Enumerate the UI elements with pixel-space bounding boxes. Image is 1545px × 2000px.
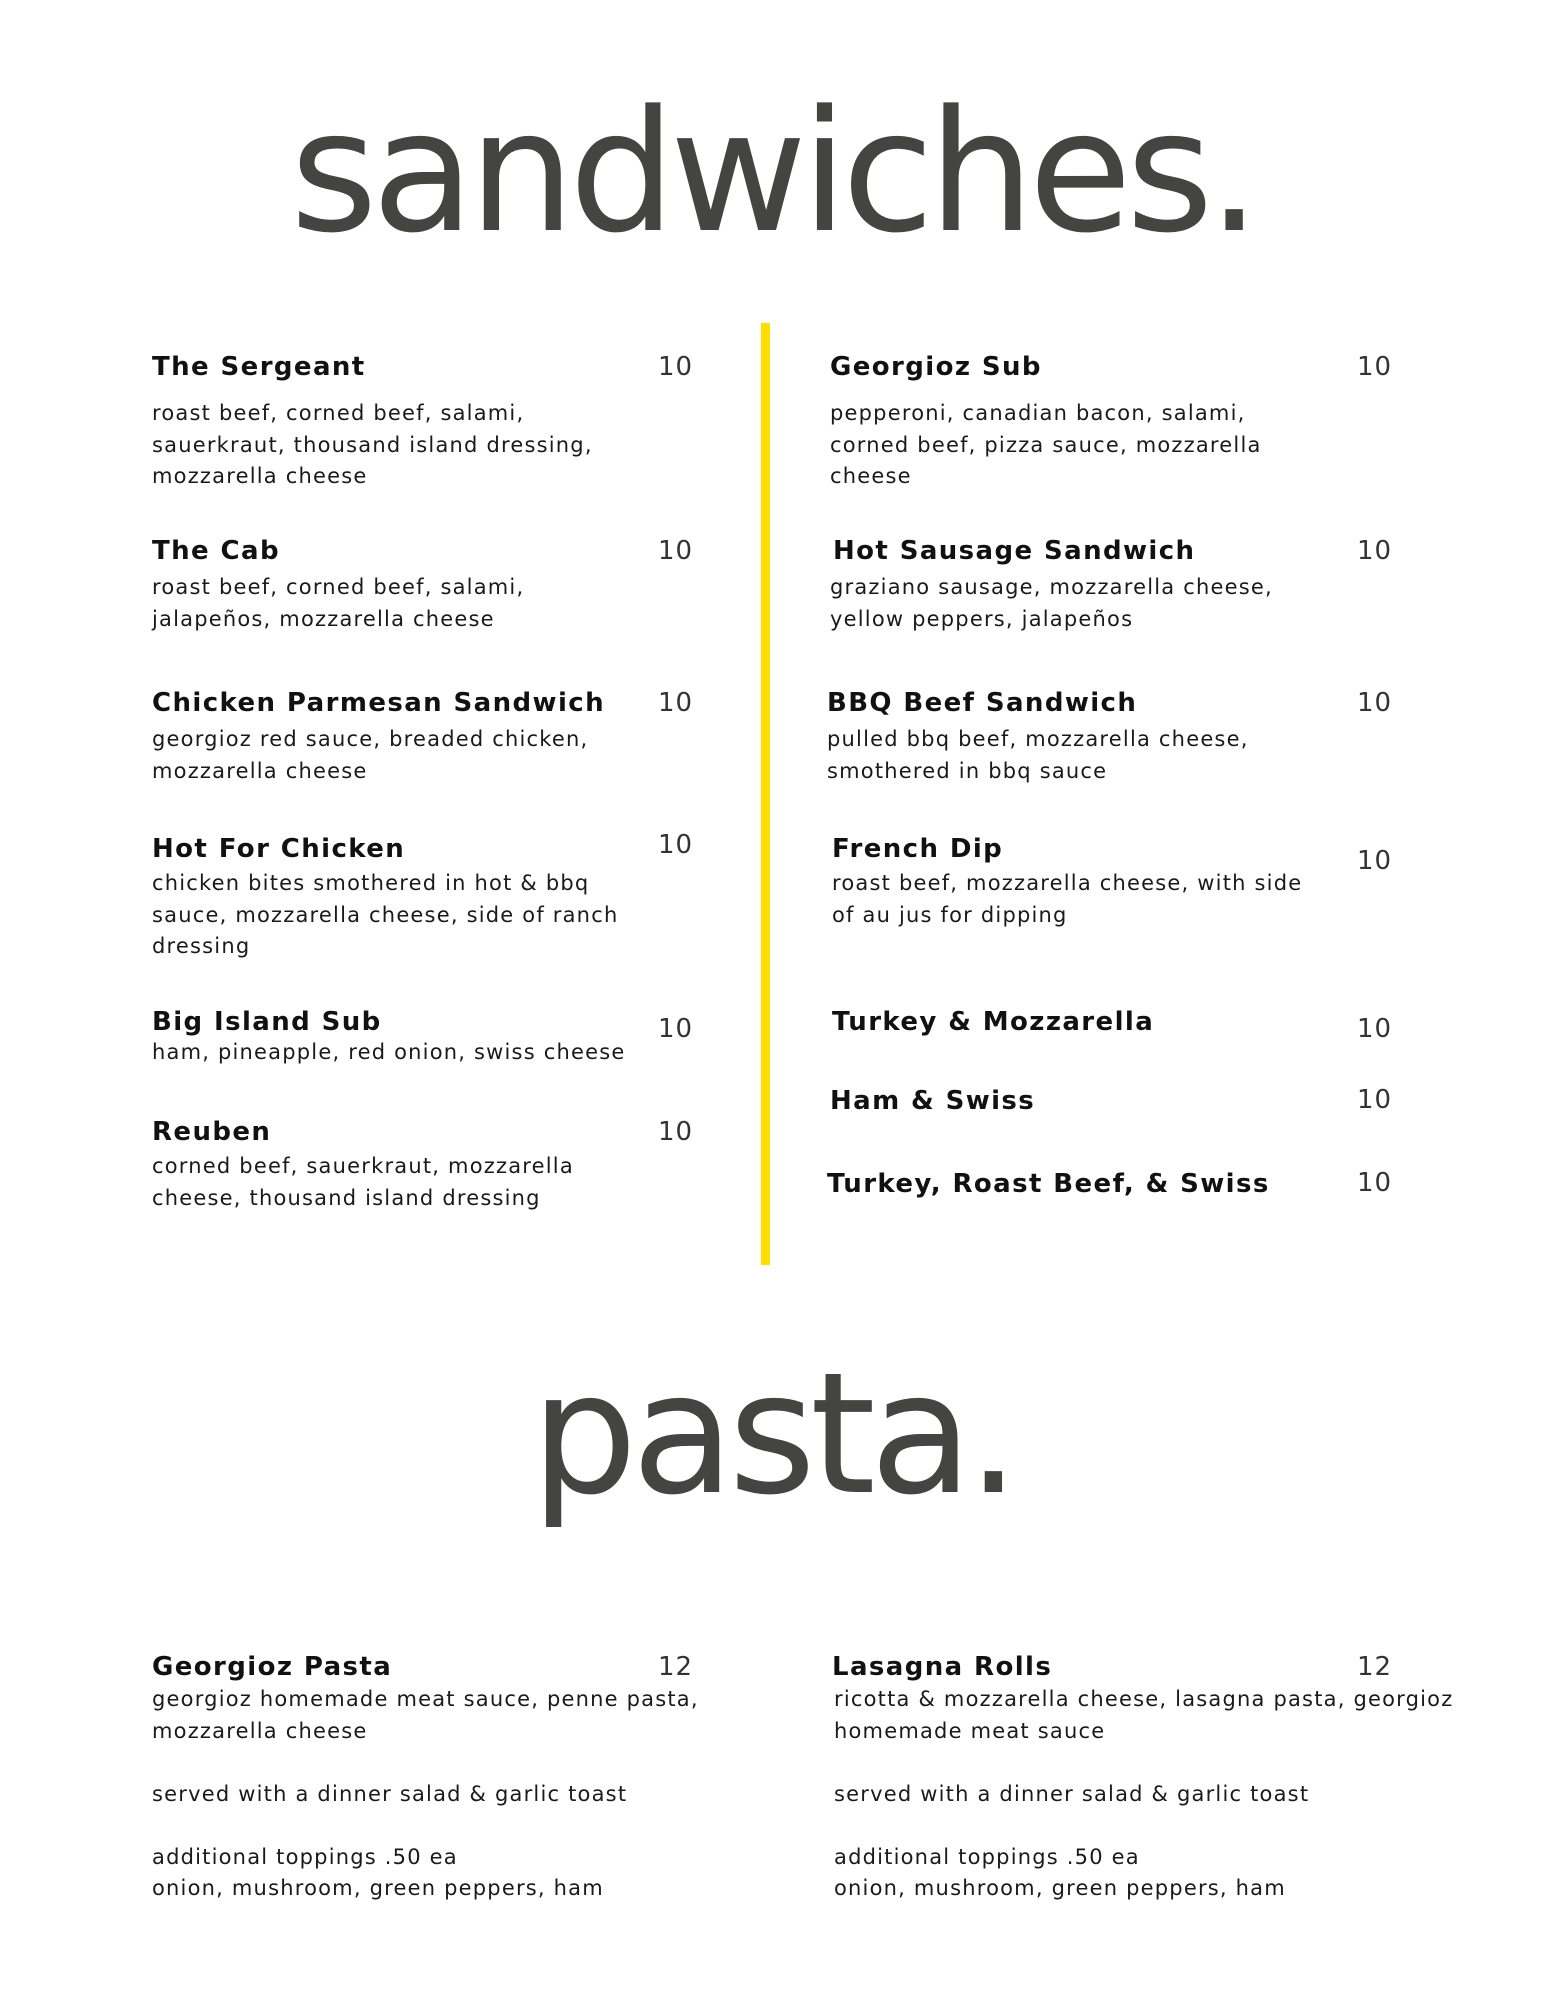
item-name: Chicken Parmesan Sandwich [152, 688, 605, 718]
item-description: corned beef, sauerkraut, mozzarella cheese, thousand island dressing [152, 1154, 574, 1210]
menu-item [830, 352, 1262, 493]
item-description: georgioz homemade meat sauce, penne pasta, mozzarella cheese served with a dinner salad & garlic toast additional toppings .50 ea onion, mushroom, green peppers, ham [152, 1687, 699, 1900]
item-description: pulled bbq beef, mozzarella cheese, smothered in bbq sauce [827, 727, 1249, 783]
item-name: Big Island Sub [152, 1007, 382, 1037]
item-description: ham, pineapple, red onion, swiss cheese [152, 1040, 626, 1064]
item-price: 12 [658, 1652, 694, 1682]
menu-item [830, 1086, 1035, 1116]
item-description: roast beef, mozzarella cheese, with side of au jus for dipping [832, 871, 1303, 927]
menu-item [152, 688, 605, 787]
menu-item [152, 1652, 699, 1905]
menu-item [830, 536, 1273, 635]
item-name: Ham & Swiss [830, 1086, 1036, 1116]
item-price: 10 [1357, 536, 1393, 566]
item-name: The Cab [152, 536, 280, 566]
item-price: 10 [658, 352, 694, 382]
item-description: graziano sausage, mozzarella cheese, yellow peppers, jalapeños [830, 575, 1273, 631]
sandwiches-heading: sandwiches. [290, 74, 1255, 270]
item-description: pepperoni, canadian bacon, salami, corned beef, pizza sauce, mozzarella cheese [830, 401, 1262, 488]
menu-item [832, 1007, 1154, 1037]
menu-item [152, 536, 524, 635]
item-name: French Dip [832, 834, 1004, 864]
item-price: 10 [658, 1014, 694, 1044]
item-description: roast beef, corned beef, salami, jalapeños, mozzarella cheese [152, 575, 525, 631]
item-price: 10 [1357, 846, 1393, 876]
item-description: roast beef, corned beef, salami, sauerkraut, thousand island dressing, mozzarella cheese [152, 401, 593, 488]
column-divider [761, 323, 770, 1265]
item-name: Georgioz Pasta [152, 1652, 393, 1682]
item-price: 10 [658, 688, 694, 718]
item-price: 10 [1357, 352, 1393, 382]
item-price: 12 [1357, 1652, 1393, 1682]
item-price: 10 [1357, 1168, 1393, 1198]
item-price: 10 [658, 830, 694, 860]
menu-item [152, 352, 593, 493]
item-name: Lasagna Rolls [832, 1652, 1053, 1682]
item-description: chicken bites smothered in hot & bbq sauce, mozzarella cheese, side of ranch dressing [152, 871, 619, 958]
item-price: 10 [658, 536, 694, 566]
item-price: 10 [658, 1117, 694, 1147]
pasta-heading: pasta. [530, 1336, 1015, 1532]
menu-item [152, 1117, 574, 1214]
menu-item [827, 1169, 1270, 1199]
menu-item [152, 834, 618, 963]
item-name: Reuben [152, 1117, 272, 1147]
menu-item [832, 1652, 1453, 1905]
menu-item [152, 1007, 625, 1069]
item-description: georgioz red sauce, breaded chicken, mozzarella cheese [152, 727, 589, 783]
item-price: 10 [1357, 688, 1393, 718]
item-description: ricotta & mozzarella cheese, lasagna pasta, georgioz homemade meat sauce served with a dinner salad & garlic toast additional toppings .50 ea onion, mushroom, green peppers, ham [834, 1687, 1454, 1900]
item-price: 10 [1357, 1085, 1393, 1115]
item-price: 10 [1357, 1014, 1393, 1044]
item-name: Hot Sausage Sandwich [833, 536, 1196, 566]
menu-item [827, 688, 1249, 787]
item-name: Hot For Chicken [152, 834, 406, 864]
item-name: Georgioz Sub [830, 352, 1042, 382]
item-name: Turkey & Mozzarella [832, 1007, 1155, 1037]
item-name: BBQ Beef Sandwich [827, 688, 1138, 718]
menu-item [832, 834, 1302, 931]
item-name: Turkey, Roast Beef, & Swiss [827, 1169, 1270, 1199]
item-name: The Sergeant [152, 352, 366, 382]
